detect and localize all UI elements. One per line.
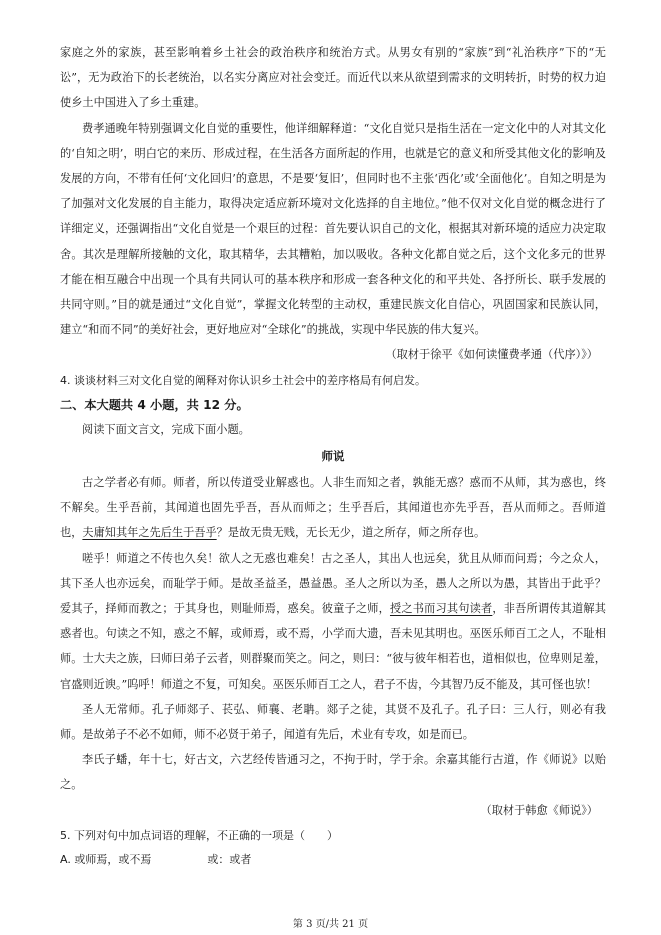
document-body — [60, 40, 606, 872]
essay-text: 嗟乎！师道之不传也久矣！欲人之无惑也难矣！古之圣人，其出人也远矣，犹且从师而问焉；今之众人，其下圣人也亦远矣，而耻学于师。是故圣益圣，愚益愚。圣人之所以为圣，愚人之所以为愚，其皆出于此乎？爱其子，择师而教之；于其身也，则耻师焉，惑矣。彼童子之师， — [60, 551, 606, 616]
question-5-option-a — [60, 848, 606, 872]
question-5-stem: 5. 下列对句中加点词语的理解，不正确的一项是（ ） — [60, 828, 338, 842]
source-citation: （取材于徐平《如何读懂费孝通（代序）》） — [385, 348, 598, 362]
page-footer: 第 3 页/共 21 页 — [292, 919, 369, 930]
essay-text: ？是故无贵无贱，无长无少，道之所存，师之所存也。 — [216, 526, 486, 540]
passage-paragraph: 费孝通晚年特别强调文化自觉的重要性，他详细解释道：“文化自觉只是指生活在一定文化中的人对其文化的‘自知之明’，明白它的来历、形成过程，在生活各方面所起的作用，也就是它的意义和所受其他文化的影响及发展的方向，不带有任何‘文化回归’的意思，不是要‘复旧’，但同时也不主张‘西化’或‘全面他化’。自知之明是为了加强对文化发展的自主能力，取得决定适应新环境对文化选择的自主地位。”他不仅对文化自觉的概念进行了详细定义，还强调指出“文化自觉是一个艰巨的过程：首先要认识自己的文化，根据其对新环境的适应力决定取舍。其次是理解所接触的文化，取其精华，去其糟粕，加以吸收。各种文化都自觉之后，这个文化多元的世界才能在相互融合中出现一个具有共同认可的基本秩序和形成一套各种文化的和平共处、各抒所长、联手发展的共同守则。”目的就是通过“文化自觉”，掌握文化转型的主动权，重建民族文化自信心，巩固国家和民族认同，建立“和而不同”的美好社会，更好地应对“全球化”的挑战，实现中华民族的伟大复兴。 — [60, 121, 606, 337]
essay-paragraph — [60, 546, 606, 697]
passage-paragraph: 家庭之外的家族，甚至影响着乡土社会的政治秩序和统治方式。从男女有别的“家族”到“礼治秩序”下的“无讼”，无为政治下的长老统治，以名实分离应对社会变迁。而近代以来从欲望到需求的文明转折，时势的权力迫使乡土中国进入了乡土重建。 — [60, 46, 606, 110]
essay-text: 古之学者必有师。师者，所以传道受业解惑也。人非生而知之者，孰能无惑？惑而不从师，其为惑也，终不解矣。生乎吾前，其闻道也固先乎吾，吾从而师之；生乎吾后，其闻道也亦先乎吾，吾从而师之。吾师道也， — [60, 476, 606, 540]
essay-paragraph — [60, 470, 606, 546]
question-4: 4. 谈谈材料三对文化自觉的阐释对你认识乡土社会中的差序格局有何启发。 — [60, 373, 426, 387]
section-instruction: 阅读下面文言文，完成下面小题。 — [82, 422, 250, 436]
essay-text: ，非吾所谓传其道解其惑者也。句读之不知，惑之不解，或师焉，或不焉，小学而大遗，吾未见其明也。巫医乐师百工之人，不耻相师。士大夫之族，曰师曰弟子云者，则群聚而笑之。问之，则曰：“彼与彼年相若也，道相似也，位卑则足羞，官盛则近谀。”呜呼！师道之不复，可知矣。巫医乐师百工之人，君子不齿，今其智乃反不能及，其可怪也欤！ — [60, 602, 606, 691]
underlined-sentence: 授之书而习其句读者 — [389, 602, 493, 616]
underlined-sentence: 夫庸知其年之先后生于吾乎 — [82, 526, 217, 540]
essay-paragraph: 圣人无常师。孔子师郯子、苌弘、师襄、老聃。郯子之徒，其贤不及孔子。孔子曰：三人行，则必有我师。是故弟子不必不如师，师不必贤于弟子，闻道有先后，术业有专攻，如是而已。 — [60, 702, 606, 742]
source-citation: （取材于韩愈《师说》） — [480, 803, 598, 817]
essay-paragraph: 李氏子蟠，年十七，好古文，六艺经传皆通习之，不拘于时，学于余。余嘉其能行古道，作《师说》以贻之。 — [60, 753, 606, 792]
option-a-sentence: A. 或师焉，或不焉 — [60, 853, 152, 867]
option-a-meaning: 或：或者 — [207, 853, 252, 867]
section-heading: 二、本大题共 4 小题，共 12 分。 — [60, 397, 249, 412]
essay-title: 师说 — [321, 449, 345, 464]
